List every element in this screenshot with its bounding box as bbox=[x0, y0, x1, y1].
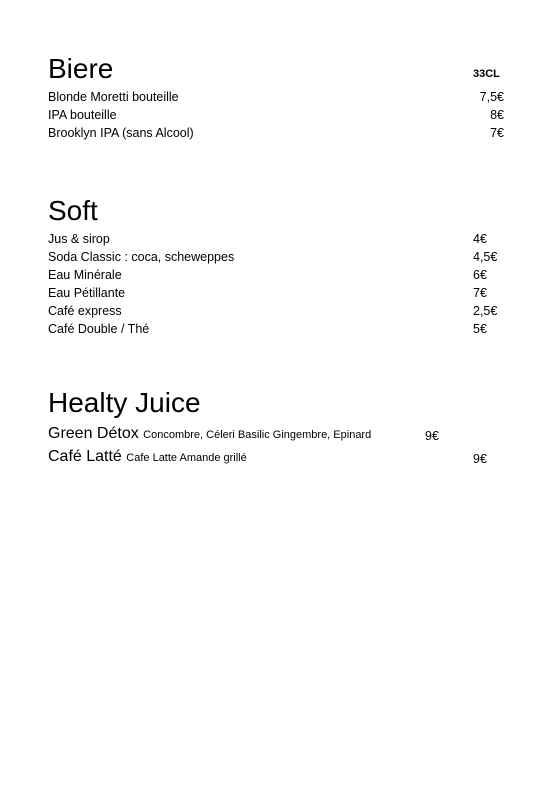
menu-item-name: Brooklyn IPA (sans Alcool) bbox=[48, 126, 194, 140]
menu-item-name: Café Latté bbox=[48, 448, 122, 465]
menu-item-price: 4€ bbox=[473, 232, 487, 246]
menu-item-name: Blonde Moretti bouteille bbox=[48, 90, 179, 104]
volume-header: 33CL bbox=[473, 68, 500, 80]
menu-item-price: 9€ bbox=[473, 452, 487, 466]
menu-item bbox=[48, 448, 247, 466]
menu-item-desc: Cafe Latte Amande grillé bbox=[126, 452, 247, 464]
menu-item-price: 4,5€ bbox=[473, 250, 498, 264]
menu-item-price: 2,5€ bbox=[473, 304, 498, 318]
menu-item-desc: Concombre, Céleri Basilic Gingembre, Epinard bbox=[143, 429, 372, 441]
menu-item-price: 8€ bbox=[490, 108, 504, 122]
menu-item-price: 7€ bbox=[473, 286, 487, 300]
menu-item-name: IPA bouteille bbox=[48, 108, 117, 122]
menu-item-price: 7,5€ bbox=[479, 90, 504, 104]
menu-item-name: Jus & sirop bbox=[48, 232, 110, 246]
menu-item-name: Eau Pétillante bbox=[48, 286, 126, 300]
menu-item-name: Soda Classic : coca, scheweppes bbox=[48, 250, 235, 264]
menu-item-price: 9€ bbox=[425, 429, 439, 443]
menu-item-price: 6€ bbox=[473, 268, 487, 282]
menu-item-name: Green Détox bbox=[48, 425, 139, 442]
menu-item-name: Café Double / Thé bbox=[48, 322, 150, 336]
section-title-soft: Soft bbox=[48, 195, 98, 226]
section-title-juice: Healty Juice bbox=[48, 387, 201, 418]
menu-item-price: 5€ bbox=[473, 322, 487, 336]
menu-item-name: Eau Minérale bbox=[48, 268, 122, 282]
section-title-biere: Biere bbox=[48, 53, 114, 84]
menu-item-price: 7€ bbox=[490, 126, 504, 140]
menu-item bbox=[48, 425, 371, 443]
menu-item-name: Café express bbox=[48, 304, 122, 318]
